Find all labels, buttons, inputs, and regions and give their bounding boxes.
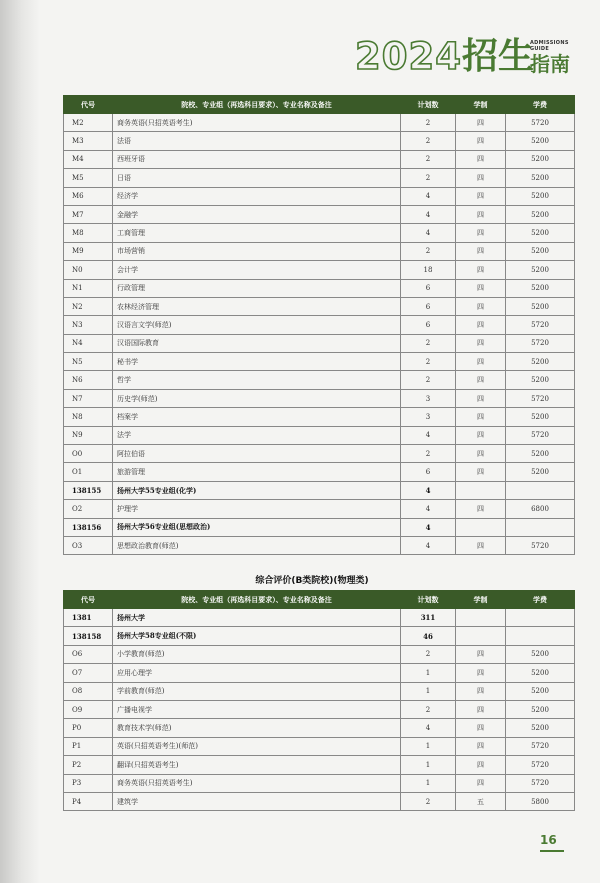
admissions-table-2	[63, 590, 575, 811]
table-row	[64, 297, 575, 315]
cell-code: N6	[64, 371, 113, 389]
guide-header	[355, 35, 570, 78]
table-row	[64, 205, 575, 223]
table-row	[64, 700, 575, 718]
cell-code: M4	[64, 150, 113, 168]
cell-name: 法学	[113, 426, 401, 444]
cell-years: 四	[456, 316, 506, 334]
cell-plan: 2	[401, 371, 456, 389]
cell-plan: 4	[401, 500, 456, 518]
cell-code: M2	[64, 114, 113, 132]
col-header-fee: 学费	[506, 96, 575, 114]
cell-fee: 5720	[506, 774, 575, 792]
cell-years: 四	[456, 261, 506, 279]
col-header-plan: 计划数	[401, 591, 456, 609]
cell-code: M8	[64, 224, 113, 242]
cell-years: 四	[456, 426, 506, 444]
cell-fee: 6800	[506, 500, 575, 518]
cell-years: 四	[456, 536, 506, 554]
cell-fee: 5200	[506, 645, 575, 663]
cell-years: 四	[456, 682, 506, 700]
table-row	[64, 150, 575, 168]
cell-years: 四	[456, 700, 506, 718]
cell-code: M6	[64, 187, 113, 205]
cell-name: 工商管理	[113, 224, 401, 242]
table-row	[64, 242, 575, 260]
cell-fee: 5200	[506, 187, 575, 205]
cell-name: 护理学	[113, 500, 401, 518]
cell-fee: 5200	[506, 261, 575, 279]
cell-plan: 4	[401, 536, 456, 554]
cell-years: 四	[456, 353, 506, 371]
cell-fee: 5800	[506, 792, 575, 810]
header-english	[530, 40, 569, 52]
cell-name: 翻译(只招英语考生)	[113, 756, 401, 774]
cell-code: O6	[64, 645, 113, 663]
cell-years	[456, 481, 506, 499]
cell-years: 四	[456, 719, 506, 737]
cell-plan: 4	[401, 187, 456, 205]
table-row	[64, 463, 575, 481]
page-binding-shadow	[0, 0, 40, 883]
table-row	[64, 682, 575, 700]
cell-code: 138156	[64, 518, 113, 536]
table-body	[64, 609, 575, 811]
cell-plan: 311	[401, 609, 456, 627]
col-header-years: 学制	[456, 591, 506, 609]
cell-years: 四	[456, 664, 506, 682]
cell-years: 四	[456, 297, 506, 315]
cell-name: 学前教育(师范)	[113, 682, 401, 700]
col-header-name: 院校、专业组（再选科目要求）、专业名称及备注	[113, 96, 401, 114]
cell-fee	[506, 609, 575, 627]
cell-name: 行政管理	[113, 279, 401, 297]
table-row	[64, 261, 575, 279]
cell-name: 哲学	[113, 371, 401, 389]
table-row	[64, 627, 575, 645]
cell-plan: 2	[401, 150, 456, 168]
col-header-code: 代号	[64, 96, 113, 114]
cell-plan: 1	[401, 664, 456, 682]
cell-years: 四	[456, 371, 506, 389]
cell-code: P2	[64, 756, 113, 774]
cell-name: 法语	[113, 132, 401, 150]
cell-name: 英语(只招英语考生)(师范)	[113, 737, 401, 755]
cell-plan: 2	[401, 132, 456, 150]
cell-fee: 5720	[506, 536, 575, 554]
cell-fee: 5200	[506, 682, 575, 700]
cell-code: P4	[64, 792, 113, 810]
header-subtitle: 指南	[530, 52, 570, 76]
cell-name: 扬州大学	[113, 609, 401, 627]
cell-fee: 5200	[506, 224, 575, 242]
cell-years: 四	[456, 334, 506, 352]
table-header-row	[64, 591, 575, 609]
cell-years	[456, 518, 506, 536]
cell-plan: 4	[401, 205, 456, 223]
table-body	[64, 114, 575, 555]
cell-years: 四	[456, 279, 506, 297]
cell-fee: 5200	[506, 719, 575, 737]
cell-fee: 5720	[506, 334, 575, 352]
cell-code: O8	[64, 682, 113, 700]
table-row	[64, 518, 575, 536]
section-title: 综合评价(B类院校)(物理类)	[255, 576, 369, 586]
cell-code: P3	[64, 774, 113, 792]
cell-code: 138158	[64, 627, 113, 645]
cell-code: N1	[64, 279, 113, 297]
cell-plan: 6	[401, 316, 456, 334]
cell-plan: 2	[401, 445, 456, 463]
cell-code: N4	[64, 334, 113, 352]
cell-code: M5	[64, 169, 113, 187]
cell-years: 四	[456, 645, 506, 663]
col-header-fee: 学费	[506, 591, 575, 609]
cell-fee: 5200	[506, 700, 575, 718]
cell-name: 旅游管理	[113, 463, 401, 481]
cell-plan: 4	[401, 719, 456, 737]
cell-code: 1381	[64, 609, 113, 627]
cell-plan: 2	[401, 353, 456, 371]
cell-fee: 5200	[506, 445, 575, 463]
header-english-line1: ADMISSIONS	[530, 40, 569, 46]
cell-years	[456, 609, 506, 627]
cell-name: 扬州大学55专业组(化学)	[113, 481, 401, 499]
cell-plan: 6	[401, 279, 456, 297]
table-row	[64, 426, 575, 444]
cell-fee: 5200	[506, 242, 575, 260]
cell-fee: 5200	[506, 463, 575, 481]
cell-plan: 2	[401, 792, 456, 810]
cell-plan: 1	[401, 682, 456, 700]
cell-plan: 2	[401, 242, 456, 260]
cell-years: 四	[456, 774, 506, 792]
cell-code: N3	[64, 316, 113, 334]
cell-name: 扬州大学56专业组(思想政治)	[113, 518, 401, 536]
cell-fee: 5200	[506, 150, 575, 168]
cell-years	[456, 627, 506, 645]
cell-name: 扬州大学58专业组(不限)	[113, 627, 401, 645]
table-row	[64, 737, 575, 755]
col-header-code: 代号	[64, 591, 113, 609]
cell-fee: 5720	[506, 389, 575, 407]
cell-plan: 2	[401, 169, 456, 187]
cell-plan: 18	[401, 261, 456, 279]
table-row	[64, 334, 575, 352]
table-row	[64, 719, 575, 737]
cell-name: 经济学	[113, 187, 401, 205]
cell-fee: 5200	[506, 297, 575, 315]
cell-fee: 5200	[506, 132, 575, 150]
cell-name: 西班牙语	[113, 150, 401, 168]
cell-plan: 2	[401, 700, 456, 718]
cell-plan: 4	[401, 426, 456, 444]
cell-code: O3	[64, 536, 113, 554]
header-year: 2024	[355, 35, 462, 78]
cell-code: P1	[64, 737, 113, 755]
cell-years: 四	[456, 132, 506, 150]
cell-code: M7	[64, 205, 113, 223]
cell-code: N0	[64, 261, 113, 279]
cell-code: O0	[64, 445, 113, 463]
table-row	[64, 187, 575, 205]
cell-plan: 6	[401, 463, 456, 481]
page-number-underline	[540, 850, 564, 852]
cell-fee	[506, 518, 575, 536]
cell-code: 138155	[64, 481, 113, 499]
cell-name: 汉语国际教育	[113, 334, 401, 352]
table-row	[64, 389, 575, 407]
cell-code: M9	[64, 242, 113, 260]
table-row	[64, 169, 575, 187]
cell-name: 商务英语(只招英语考生)	[113, 114, 401, 132]
table-row	[64, 500, 575, 518]
cell-fee	[506, 627, 575, 645]
table-row	[64, 664, 575, 682]
cell-fee: 5200	[506, 205, 575, 223]
cell-name: 历史学(师范)	[113, 389, 401, 407]
col-header-name: 院校、专业组（再选科目要求）、专业名称及备注	[113, 591, 401, 609]
table-row	[64, 353, 575, 371]
cell-plan: 2	[401, 334, 456, 352]
cell-plan: 3	[401, 408, 456, 426]
cell-name: 汉语言文学(师范)	[113, 316, 401, 334]
cell-code: P0	[64, 719, 113, 737]
cell-years: 四	[456, 150, 506, 168]
cell-plan: 2	[401, 114, 456, 132]
cell-years: 四	[456, 463, 506, 481]
cell-name: 教育技术学(师范)	[113, 719, 401, 737]
cell-fee: 5720	[506, 114, 575, 132]
cell-code: M3	[64, 132, 113, 150]
cell-plan: 4	[401, 224, 456, 242]
cell-fee: 5200	[506, 664, 575, 682]
cell-years: 五	[456, 792, 506, 810]
cell-code: O2	[64, 500, 113, 518]
table-row	[64, 279, 575, 297]
table-row	[64, 536, 575, 554]
cell-plan: 3	[401, 389, 456, 407]
cell-fee	[506, 481, 575, 499]
table-row	[64, 481, 575, 499]
table-header-row	[64, 96, 575, 114]
cell-years: 四	[456, 737, 506, 755]
cell-code: N5	[64, 353, 113, 371]
cell-years: 四	[456, 445, 506, 463]
table-row	[64, 132, 575, 150]
cell-years: 四	[456, 205, 506, 223]
cell-name: 建筑学	[113, 792, 401, 810]
cell-name: 商务英语(只招英语考生)	[113, 774, 401, 792]
cell-plan: 46	[401, 627, 456, 645]
cell-name: 会计学	[113, 261, 401, 279]
cell-plan: 6	[401, 297, 456, 315]
cell-name: 小学教育(师范)	[113, 645, 401, 663]
page-number: 16	[540, 833, 557, 847]
cell-plan: 1	[401, 774, 456, 792]
cell-years: 四	[456, 169, 506, 187]
cell-years: 四	[456, 389, 506, 407]
admissions-table-1	[63, 95, 575, 555]
cell-fee: 5720	[506, 737, 575, 755]
cell-fee: 5200	[506, 408, 575, 426]
cell-name: 应用心理学	[113, 664, 401, 682]
cell-fee: 5200	[506, 279, 575, 297]
cell-plan: 1	[401, 756, 456, 774]
cell-name: 思想政治教育(师范)	[113, 536, 401, 554]
cell-fee: 5200	[506, 353, 575, 371]
cell-code: O7	[64, 664, 113, 682]
cell-name: 秘书学	[113, 353, 401, 371]
header-english-line2: GUIDE	[530, 46, 550, 52]
cell-name: 日语	[113, 169, 401, 187]
cell-years: 四	[456, 408, 506, 426]
table-row	[64, 774, 575, 792]
cell-code: N9	[64, 426, 113, 444]
cell-years: 四	[456, 224, 506, 242]
table-row	[64, 408, 575, 426]
cell-years: 四	[456, 187, 506, 205]
cell-code: N7	[64, 389, 113, 407]
cell-fee: 5720	[506, 756, 575, 774]
cell-fee: 5200	[506, 169, 575, 187]
table-row	[64, 371, 575, 389]
table-row	[64, 792, 575, 810]
cell-name: 农林经济管理	[113, 297, 401, 315]
header-title: 招生	[462, 36, 535, 77]
table-row	[64, 316, 575, 334]
table-row	[64, 645, 575, 663]
cell-fee: 5200	[506, 371, 575, 389]
cell-fee: 5720	[506, 316, 575, 334]
table-row	[64, 756, 575, 774]
table-row	[64, 445, 575, 463]
cell-plan: 2	[401, 645, 456, 663]
cell-plan: 4	[401, 481, 456, 499]
cell-plan: 4	[401, 518, 456, 536]
cell-name: 市场营销	[113, 242, 401, 260]
cell-years: 四	[456, 756, 506, 774]
cell-name: 阿拉伯语	[113, 445, 401, 463]
cell-years: 四	[456, 500, 506, 518]
col-header-plan: 计划数	[401, 96, 456, 114]
cell-years: 四	[456, 242, 506, 260]
cell-years: 四	[456, 114, 506, 132]
cell-name: 金融学	[113, 205, 401, 223]
cell-name: 档案学	[113, 408, 401, 426]
cell-code: N8	[64, 408, 113, 426]
cell-fee: 5720	[506, 426, 575, 444]
cell-code: N2	[64, 297, 113, 315]
table-row	[64, 224, 575, 242]
table-row	[64, 114, 575, 132]
cell-plan: 1	[401, 737, 456, 755]
table-row	[64, 609, 575, 627]
cell-code: O9	[64, 700, 113, 718]
cell-name: 广播电视学	[113, 700, 401, 718]
cell-code: O1	[64, 463, 113, 481]
col-header-years: 学制	[456, 96, 506, 114]
